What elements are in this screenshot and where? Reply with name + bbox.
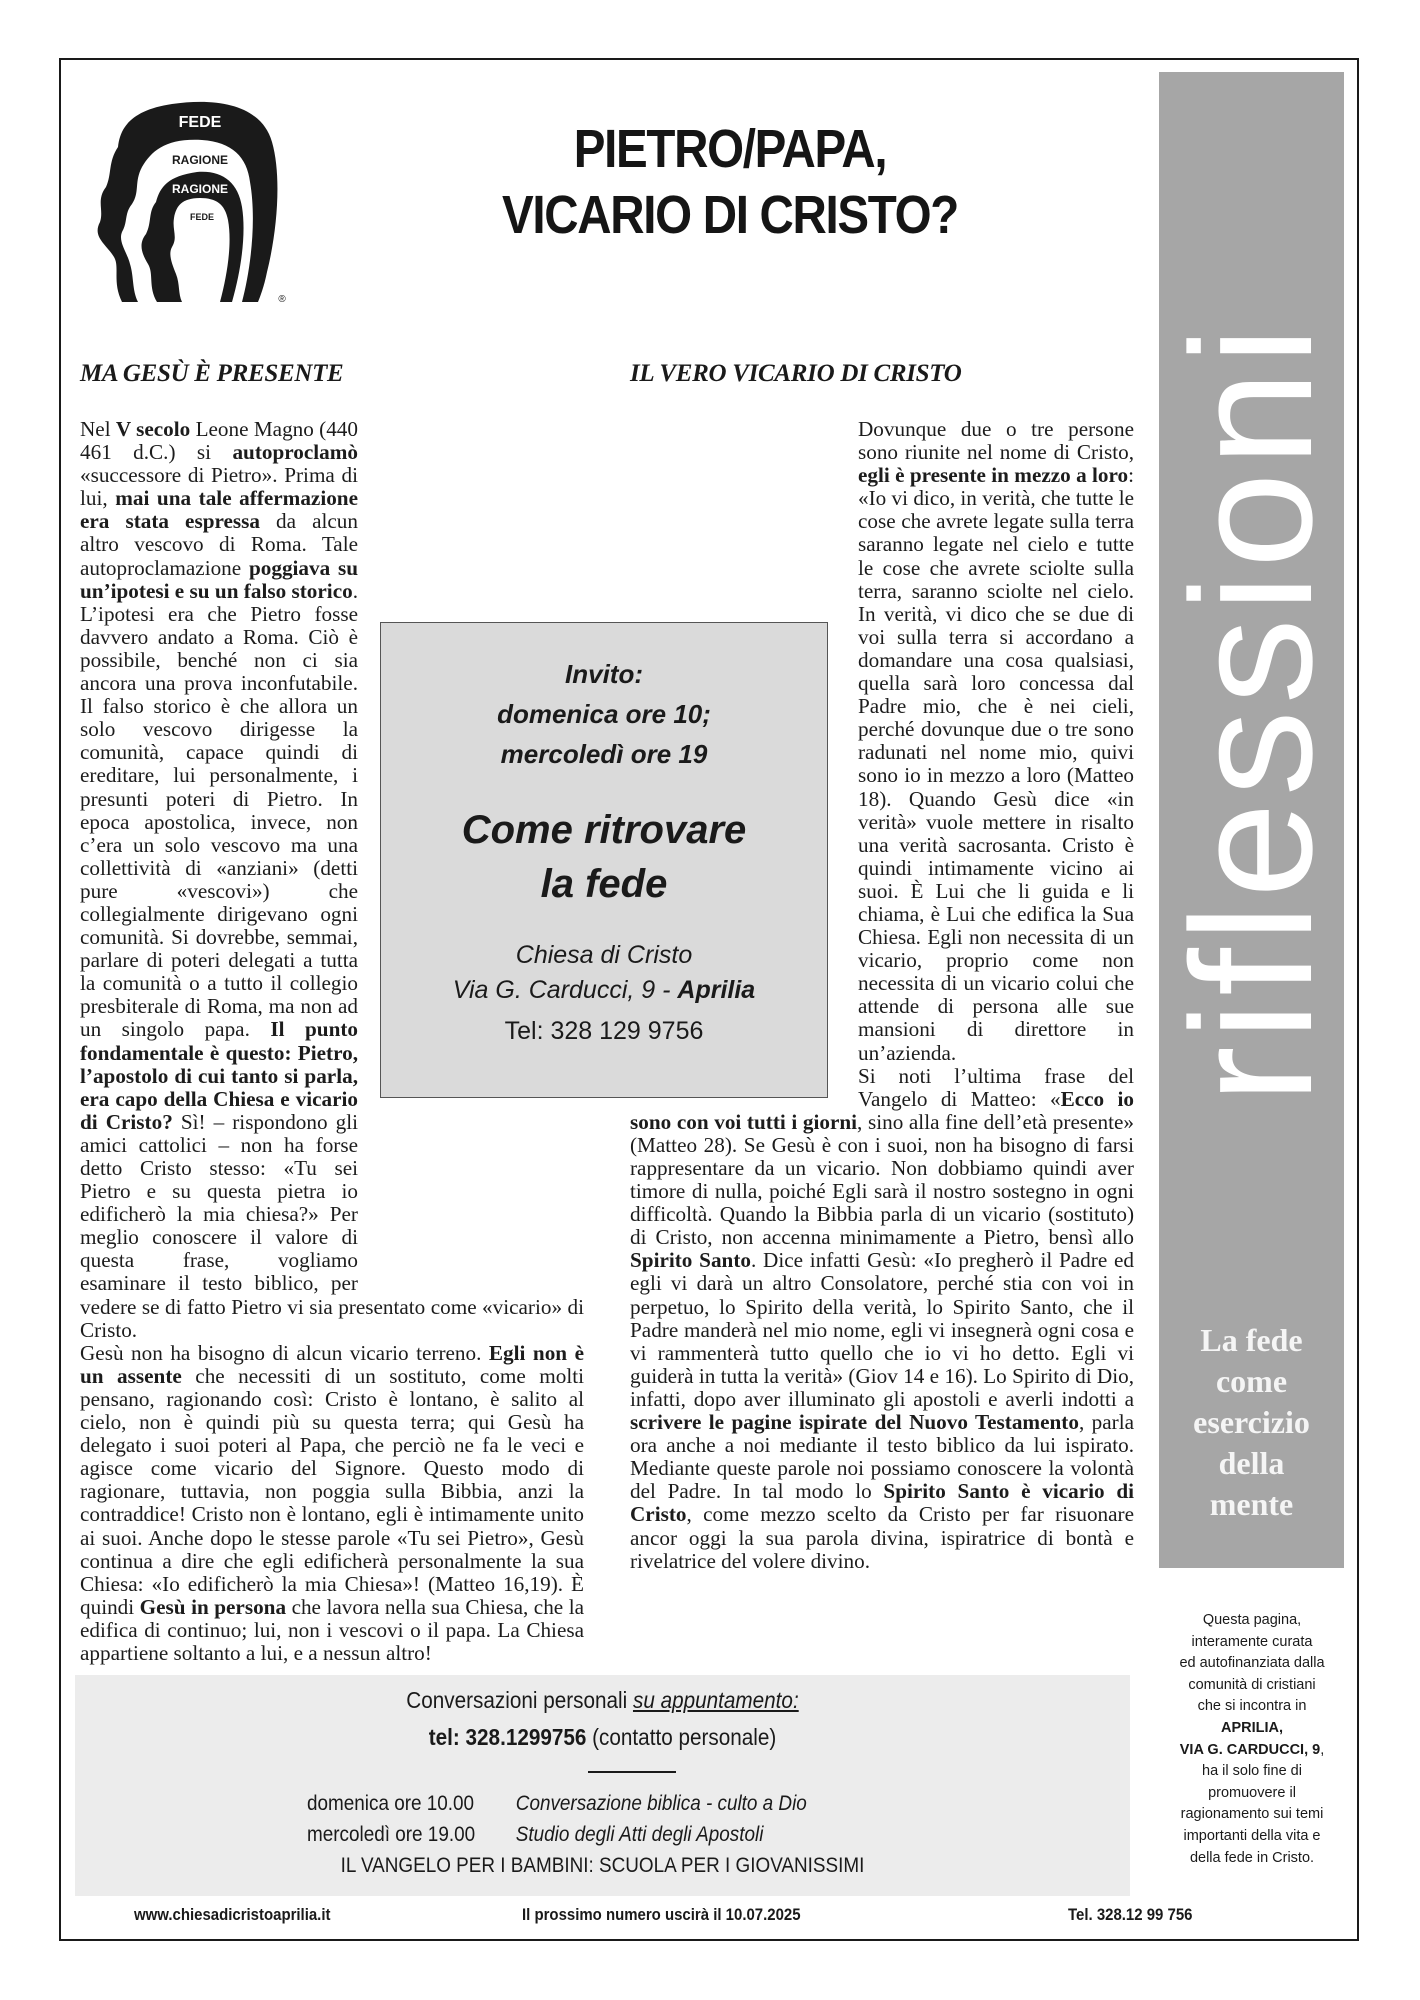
body-text: : «Io vi dico, in verità, che tutte le cose che avrete legate sulla terra saranno legate nel cielo e tutte le cose che avrete sciolte sulla terra, saranno sciolte nel cielo. In verità, vi dico che se due di voi sulla terra si accordano a domandare una cosa qualsiasi, quella sarà loro concessa dal Padre mio, che è nei cieli, perché dovunque due o tre sono radunati nel nome mio, quivi sono io in mezzo a loro (Matteo 18). Quando Gesù dice «in verità» vuole mettere in risalto una verità sacrosanta. Cristo è quindi intimamente vicino ai suoi. È Lui che li guida e li chiama, è Lui che edifica la Sua Chiesa. Egli non necessita di un vicario, proprio come non necessita di un vicario colui che attende di persona alle sue mansioni di direttore in un’azienda. xyxy=(858,463,1134,1065)
emphasis-text: Ecco io sono con voi tutti i giorni xyxy=(630,1086,1135,1134)
body-text: da alcun altro vescovo di Roma. Tale autoproclamazione xyxy=(80,509,358,580)
invite-title-line-2: la fede xyxy=(540,862,668,906)
footer-next-issue: Il prossimo numero uscirà il 10.07.2025 xyxy=(522,1905,801,1924)
left-section-title: MA GESÙ È PRESENTE xyxy=(80,360,344,387)
contact-line xyxy=(128,1724,1078,1751)
motto-line: La fede xyxy=(1200,1322,1303,1358)
body-text: , come mezzo scelto da Cristo per far risuonare ancor oggi la sua parola divina, ispiratrice di bontà e rivelatrice del volere divino. xyxy=(630,1502,1134,1573)
invite-phone: Tel: 328 129 9756 xyxy=(504,1017,704,1045)
side-note xyxy=(1152,1610,1352,1869)
invite-address xyxy=(381,976,827,1005)
left-paragraph-2 xyxy=(80,1342,584,1665)
emphasis-text: Il punto fondamentale è questo: Pietro, l’apostolo di cui tanto si parla, era capo della Chiesa e vicario di Cristo? xyxy=(80,1017,359,1134)
registered-mark-icon: ® xyxy=(278,294,286,304)
body-text: . Dice infatti Gesù: «Io pregherò il Padre ed egli vi darà un altro Consolatore, perché stia con voi in perpetuo, lo Spirito della verità, lo Spirito Santo, che il Padre manderà nel mio nome, egli vi insegnerà ogni cosa e vi rammenterà tutto quello che io vi ho detto. Egli vi guiderà in tutta la verità» (Giov 14 e 16). Lo Spirito di Dio, infatti, dopo aver illuminato gli apostoli e averli indotti a xyxy=(630,1248,1134,1411)
side-note-line: comunità di cristiani xyxy=(1188,1676,1316,1693)
side-note-line: che si incontra in xyxy=(1197,1698,1307,1715)
emphasis-text: mai una tale affermazione era stata espressa xyxy=(80,486,358,534)
side-note-city: APRILIA, xyxy=(1220,1719,1284,1736)
side-note-line: ha il solo fine di xyxy=(1202,1763,1302,1780)
body-text: Dovunque due o tre persone sono riunite nel nome di Cristo, xyxy=(858,417,1134,465)
emphasis-text: poggiava su un’ipotesi e su un falso storico xyxy=(80,555,359,603)
side-note-address: VIA G. CARDUCCI, 9 xyxy=(1179,1741,1321,1758)
logo-text-fede-inner: FEDE xyxy=(189,212,215,222)
side-panel xyxy=(1155,72,1348,1568)
logo-text-fede-outer: FEDE xyxy=(178,114,222,131)
invite-street: Via G. Carducci, 9 - xyxy=(452,976,678,1004)
emphasis-text: Spirito Santo è vicario di Cristo xyxy=(630,1479,1134,1527)
contact-phone: tel: 328.1299756 xyxy=(428,1724,587,1750)
logo-fede-ragione xyxy=(82,92,312,304)
schedule-what: Conversazione biblica - culto a Dio xyxy=(515,1792,807,1815)
invite-time-sunday: domenica ore 10; xyxy=(497,699,711,729)
emphasis-text: Egli non è un assente xyxy=(80,1340,584,1388)
side-note-line: ragionamento sui temi xyxy=(1180,1806,1324,1823)
motto-line: come xyxy=(1215,1363,1288,1399)
invite-title-line-1: Come ritrovare xyxy=(461,808,747,852)
emphasis-text: Gesù in persona xyxy=(139,1594,287,1619)
logo-text-ragione-1: RAGIONE xyxy=(171,153,229,167)
body-text: , parla ora anche a noi mediante il testo biblico da lui ispirato. Mediante queste parole noi possiamo conoscere la volontà del Padre. In tal modo lo xyxy=(630,1410,1134,1504)
page-title xyxy=(422,116,1038,248)
invite-church-name: Chiesa di Cristo xyxy=(515,941,693,969)
title-line-2: VICARIO DI CRISTO? xyxy=(502,185,958,245)
body-text: che necessiti di un sostituto, come molti pensano, ragionando così: Cristo è lontano, è salito al cielo, non è quindi più su questa terra; qui Gesù ha delegato i suoi poteri al Papa, che perciò ne fa le veci e agisce come vicario del Signore. Questo modo di ragionare, tuttavia, non poggia sulla Bibbia, anzi la contraddice! Cristo non è lontano, egli è intimamente unito ai suoi. Anche dopo le stesse parole «Tu sei Pietro», Gesù continua a dire che egli edificherà personalmente la sua Chiesa: «Io edificherò la mia Chiesa»! (Matteo 16,19). È quindi xyxy=(80,1363,584,1619)
motto-line: mente xyxy=(1209,1486,1294,1522)
body-text: che lavora nella sua Chiesa, che la edifica di continuo; lui, non i vescovi o il papa. La Chiesa appartiene soltanto a lui, e a nessun altro! xyxy=(80,1594,584,1665)
motto-line: esercizio xyxy=(1193,1404,1310,1440)
body-text: . L’ipotesi era che Pietro fosse davvero andato a Roma. Ciò è possibile, benché non ci sia ancora una prova inconfutabile. Il falso storico è che allora un solo vescovo dirigesse la comunità, capace quindi di ereditare, lui personalmente, i presunti poteri di Pietro. In epoca apostolica, invece, non c’era un solo vescovo ma una collettività di «anziani» (detti pure «vescovi») che collegialmente dirigevano ogni comunità. Si dovrebbe, semmai, parlare di poteri delegati a tutta la comunità o a tutto il collegio presbiterale di Roma, ma non ad un singolo papa. xyxy=(80,578,358,1042)
body-text: Leone Magno (440 461 d.C.) si xyxy=(80,417,358,465)
schedule-row xyxy=(307,1792,807,1816)
emphasis-text: egli è presente in mezzo a loro xyxy=(858,463,1129,488)
side-note-line: importanti della vita e xyxy=(1183,1827,1321,1844)
appointment-prefix: Conversazioni personali xyxy=(406,1687,633,1713)
side-note-line: ed autofinanziata dalla xyxy=(1179,1655,1325,1672)
contact-note: (contatto personale) xyxy=(586,1724,777,1750)
side-panel-motto xyxy=(1159,1320,1344,1525)
schedule-what: Studio degli Atti degli Apostoli xyxy=(515,1823,764,1846)
invite-time-wednesday: mercoledì ore 19 xyxy=(500,739,708,769)
body-text: Si noti l’ultima frase del Vangelo di Matteo: « xyxy=(858,1063,1134,1111)
body-text: Gesù non ha bisogno di alcun vicario terreno. xyxy=(80,1340,489,1365)
motto-line: della xyxy=(1218,1445,1285,1481)
right-section-title: IL VERO VICARIO DI CRISTO xyxy=(630,360,962,387)
title-line-1: PIETRO/PAPA, xyxy=(573,119,887,179)
invite-city: Aprilia xyxy=(677,976,756,1004)
invite-box xyxy=(380,622,828,1098)
body-text: , sino alla fine dell’età presente» (Matteo 28). Se Gesù è con i suoi, non ha bisogno di farsi rappresentare da un vicario. Non dobbiamo quindi aver timore di nulla, poiché Egli sarà il nostro sostegno in ogni difficoltà. Quando la Bibbia parla di un vicario (sostituto) di Cristo, non accenna minimamente a Pietro, bensì allo xyxy=(630,1109,1134,1250)
body-text: «successore di Pietro». Prima di lui, xyxy=(80,463,358,511)
appointment-emphasis: su appuntamento: xyxy=(632,1687,799,1713)
logo-text-ragione-2: RAGIONE xyxy=(171,182,229,196)
divider xyxy=(588,1771,676,1773)
side-panel-word: riflessioni xyxy=(1155,320,1348,1104)
emphasis-text: autoproclamò xyxy=(232,440,358,465)
side-note-comma: , xyxy=(1320,1741,1325,1758)
emphasis-text: V secolo xyxy=(115,417,191,441)
schedule-when: mercoledì ore 19.00 xyxy=(307,1823,476,1846)
side-note-line: interamente curata xyxy=(1191,1633,1313,1650)
invite-label: Invito: xyxy=(565,659,643,689)
emphasis-text: Spirito Santo xyxy=(630,1248,751,1273)
info-box xyxy=(75,1675,1130,1896)
emphasis-text: scrivere le pagine ispirate del Nuovo Testamento xyxy=(630,1410,1079,1435)
side-note-line: della fede in Cristo. xyxy=(1189,1849,1315,1866)
footer-website[interactable]: www.chiesadicristoaprilia.it xyxy=(134,1905,331,1924)
body-text: Nel xyxy=(80,417,116,441)
right-paragraph-2 xyxy=(630,1065,1134,1573)
logo-heads-icon xyxy=(82,92,312,304)
footer-phone: Tel. 328.12 99 756 xyxy=(1068,1905,1193,1924)
kids-school-line: IL VANGELO PER I BAMBINI: SCUOLA PER I GIOVANISSIMI xyxy=(340,1854,865,1877)
side-note-line: promuovere il xyxy=(1208,1784,1296,1801)
schedule-when: domenica ore 10.00 xyxy=(307,1792,475,1815)
side-note-line: Questa pagina, xyxy=(1202,1612,1302,1628)
appointment-line xyxy=(128,1687,1078,1714)
body-text: Sì! – rispondono gli amici cattolici – non ha forse detto Cristo stesso: «Tu sei Pietro e su questa pietra io edificherò la mia chiesa?» Per meglio conoscere il valore di questa frase, vogliamo esaminare il testo biblico, per vedere se di fatto Pietro vi sia presentato come «vicario» di Cristo. xyxy=(80,1109,584,1342)
schedule-row xyxy=(307,1823,763,1847)
